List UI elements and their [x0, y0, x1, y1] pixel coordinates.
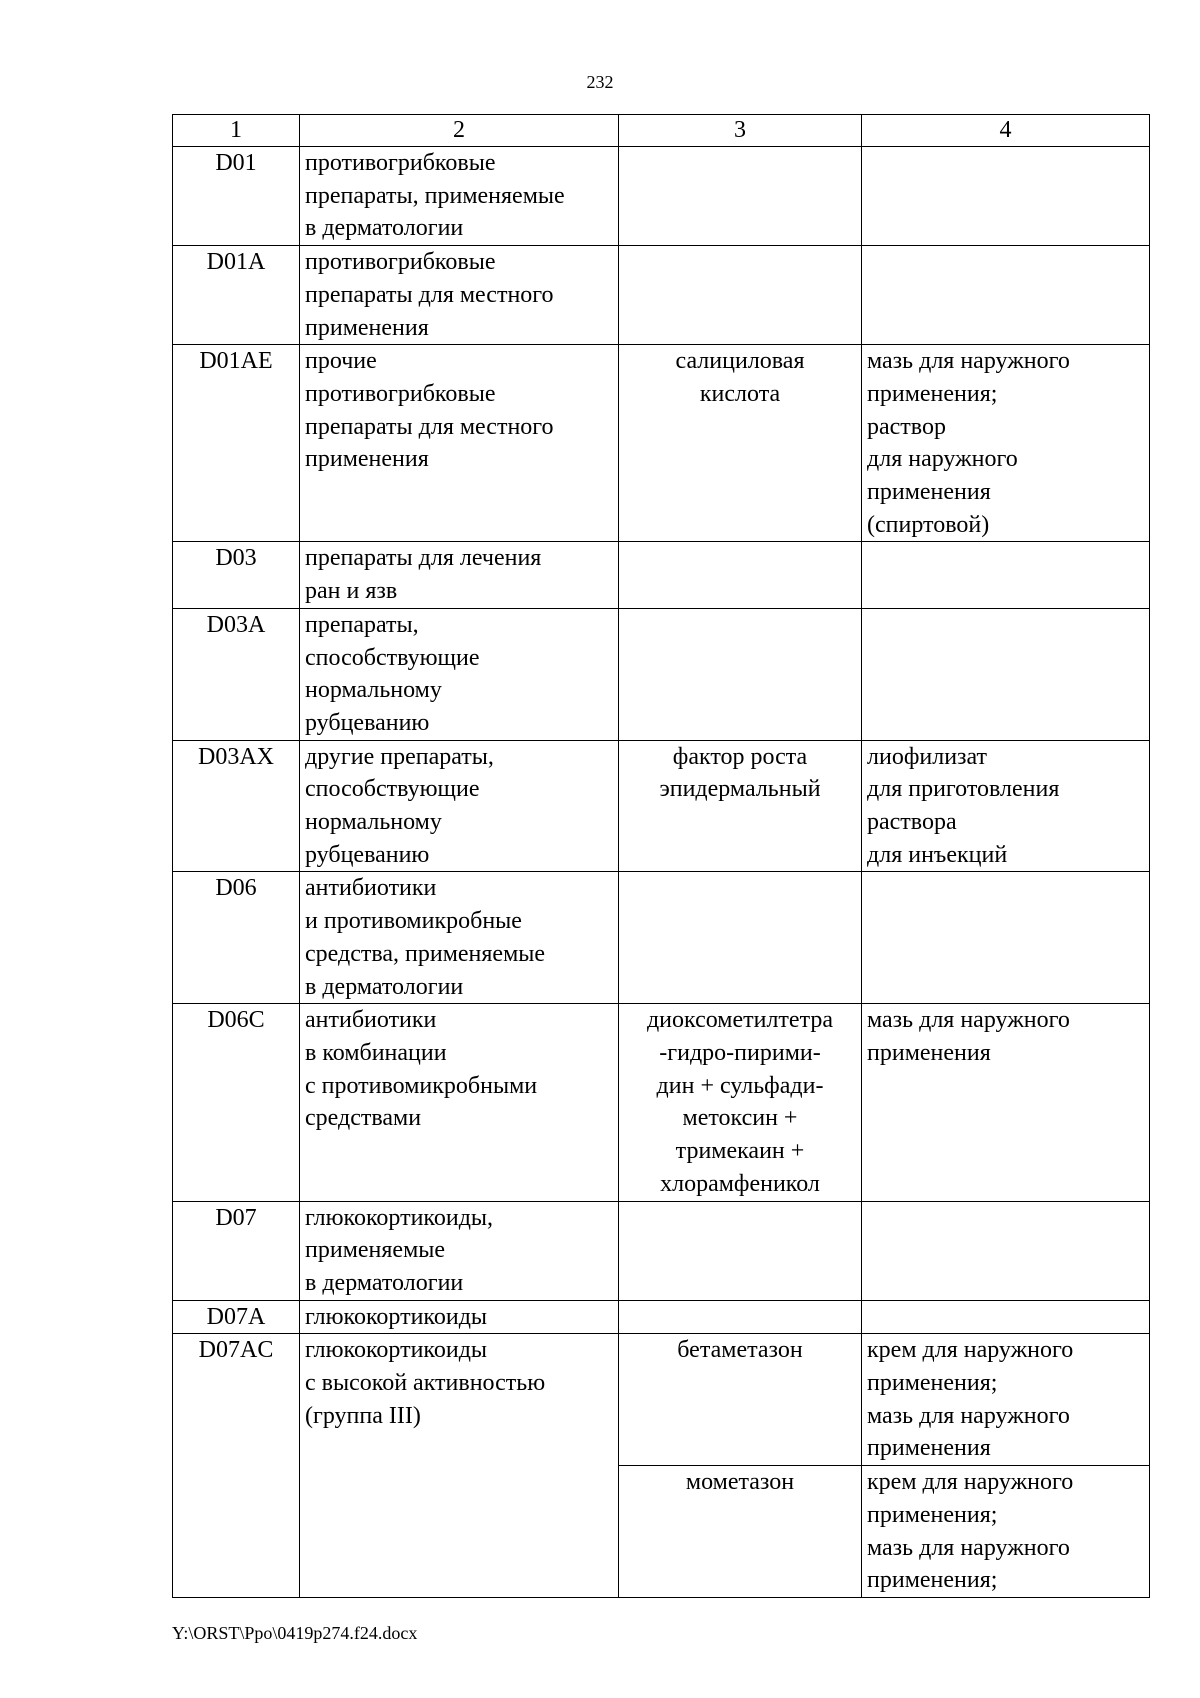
table-row	[173, 1004, 1150, 1201]
group-name	[300, 246, 619, 345]
cell-line: прочие	[305, 348, 377, 375]
cell-line: салициловая	[675, 348, 805, 375]
cell-line: и противомикробные	[305, 908, 522, 935]
cell-line: для приготовления	[867, 776, 1060, 803]
cell-line: применяемые	[305, 1237, 446, 1264]
atc-code: D01A	[173, 246, 300, 345]
dosage-form	[862, 608, 1150, 740]
drug-name	[619, 608, 862, 740]
dosage-form	[862, 1334, 1150, 1466]
group-name	[300, 1300, 619, 1334]
atc-code: D01AE	[173, 345, 300, 542]
cell-line: препараты,	[305, 611, 419, 638]
cell-line: антибиотики	[305, 1007, 437, 1034]
drug-name	[619, 246, 862, 345]
column-header: 1	[173, 115, 300, 147]
cell-line: нормальному	[305, 809, 442, 836]
cell-line: применения	[305, 314, 429, 341]
cell-line: применения	[867, 1435, 991, 1462]
group-name	[300, 740, 619, 872]
cell-line: метоксин +	[682, 1105, 798, 1132]
group-name	[300, 872, 619, 1004]
table-row	[173, 740, 1150, 872]
cell-line: в дерматологии	[305, 215, 464, 242]
drug-name	[619, 740, 862, 872]
cell-line: кислота	[699, 380, 781, 407]
table-row	[173, 147, 1150, 246]
cell-line: применения;	[867, 380, 998, 407]
cell-line: дин + сульфади-	[656, 1072, 824, 1099]
group-name	[300, 345, 619, 542]
table-header-row	[173, 115, 1150, 147]
cell-line: препараты для лечения	[305, 545, 542, 572]
column-header: 3	[619, 115, 862, 147]
table-row	[173, 345, 1150, 542]
drug-name	[619, 542, 862, 608]
dosage-form	[862, 740, 1150, 872]
drug-name	[619, 1300, 862, 1334]
cell-line: противогрибковые	[305, 380, 496, 407]
page-number: 232	[586, 72, 614, 92]
atc-code: D07	[173, 1201, 300, 1300]
drug-table	[172, 114, 1150, 1598]
cell-line: в дерматологии	[305, 1269, 464, 1296]
cell-line: способствующие	[305, 776, 480, 803]
cell-line: применения;	[867, 1370, 998, 1397]
cell-line: эпидермальный	[659, 776, 821, 803]
cell-line: крем для наружного	[867, 1469, 1074, 1496]
cell-line: мазь для наружного	[867, 1007, 1070, 1034]
cell-line: в дерматологии	[305, 973, 464, 1000]
table-row	[173, 872, 1150, 1004]
cell-line: препараты, применяемые	[305, 182, 565, 209]
cell-line: противогрибковые	[305, 150, 496, 176]
group-name	[300, 147, 619, 246]
cell-line: антибиотики	[305, 875, 437, 902]
cell-line: лиофилизат	[867, 743, 988, 770]
table-row	[173, 246, 1150, 345]
dosage-form	[862, 542, 1150, 608]
drug-name	[619, 345, 862, 542]
cell-line: рубцеванию	[305, 841, 430, 868]
footer-file-path: Y:\ORST\Ppo\0419p274.f24.docx	[172, 1623, 418, 1643]
cell-line: для наружного	[867, 446, 1018, 473]
cell-line: средства, применяемые	[305, 940, 546, 967]
cell-line: препараты для местного	[305, 413, 554, 440]
cell-line: с высокой активностью	[305, 1370, 546, 1397]
dosage-form	[862, 1466, 1150, 1598]
cell-line: препараты для местного	[305, 281, 554, 308]
drug-name	[619, 872, 862, 1004]
cell-line: глюкокортикоиды	[305, 1303, 488, 1330]
cell-line: применения	[867, 1039, 991, 1066]
dosage-form	[862, 872, 1150, 1004]
cell-line: крем для наружного	[867, 1337, 1074, 1364]
table-row	[173, 542, 1150, 608]
cell-line: (группа III)	[305, 1402, 421, 1429]
drug-name	[619, 1466, 862, 1598]
cell-line: фактор роста	[672, 743, 808, 770]
atc-code: D03A	[173, 608, 300, 740]
cell-line: применения	[305, 446, 429, 473]
cell-line: -гидро-пирими-	[659, 1039, 821, 1066]
cell-line: глюкокортикоиды	[305, 1337, 488, 1364]
dosage-form	[862, 147, 1150, 246]
atc-code: D01	[173, 147, 300, 246]
cell-line: противогрибковые	[305, 249, 496, 276]
cell-line: (спиртовой)	[867, 511, 990, 538]
drug-name	[619, 147, 862, 246]
drug-name	[619, 1334, 862, 1466]
dosage-form	[862, 1300, 1150, 1334]
cell-line: рубцеванию	[305, 709, 430, 736]
cell-line: другие препараты,	[305, 743, 494, 770]
cell-line: раствора	[867, 809, 957, 836]
drug-name	[619, 1201, 862, 1300]
dosage-form	[862, 1004, 1150, 1201]
group-name	[300, 1201, 619, 1300]
column-header: 4	[862, 115, 1150, 147]
cell-line: мазь для наружного	[867, 348, 1070, 375]
cell-line: мометазон	[685, 1469, 795, 1496]
cell-line: применения;	[867, 1501, 998, 1528]
dosage-form	[862, 246, 1150, 345]
cell-line: мазь для наружного	[867, 1534, 1070, 1561]
atc-code: D07A	[173, 1300, 300, 1334]
cell-line: применения	[867, 479, 991, 506]
atc-code: D03	[173, 542, 300, 608]
dosage-form	[862, 345, 1150, 542]
group-name	[300, 1334, 619, 1598]
cell-line: ран и язв	[305, 578, 398, 605]
atc-code: D07AC	[173, 1334, 300, 1598]
cell-line: применения;	[867, 1567, 998, 1594]
cell-line: глюкокортикоиды,	[305, 1204, 494, 1231]
column-header: 2	[300, 115, 619, 147]
cell-line: для инъекций	[867, 841, 1008, 868]
cell-line: в комбинации	[305, 1039, 447, 1066]
cell-line: тримекаин +	[675, 1138, 805, 1165]
cell-line: раствор	[867, 413, 946, 440]
table-row	[173, 1334, 1150, 1466]
table-row	[173, 1201, 1150, 1300]
cell-line: средствами	[305, 1105, 422, 1132]
cell-line: диоксометилтетра	[646, 1007, 834, 1034]
cell-line: нормальному	[305, 677, 442, 704]
cell-line: бетаметазон	[677, 1337, 803, 1364]
atc-code: D06	[173, 872, 300, 1004]
group-name	[300, 1004, 619, 1201]
atc-code: D03AX	[173, 740, 300, 872]
cell-line: мазь для наружного	[867, 1402, 1070, 1429]
group-name	[300, 608, 619, 740]
group-name	[300, 542, 619, 608]
atc-code: D06C	[173, 1004, 300, 1201]
table-body	[173, 147, 1150, 1598]
table-row	[173, 1300, 1150, 1334]
table-row	[173, 608, 1150, 740]
cell-line: хлорамфеникол	[660, 1170, 820, 1197]
dosage-form	[862, 1201, 1150, 1300]
drug-name	[619, 1004, 862, 1201]
cell-line: с противомикробными	[305, 1072, 538, 1099]
cell-line: способствующие	[305, 644, 480, 671]
